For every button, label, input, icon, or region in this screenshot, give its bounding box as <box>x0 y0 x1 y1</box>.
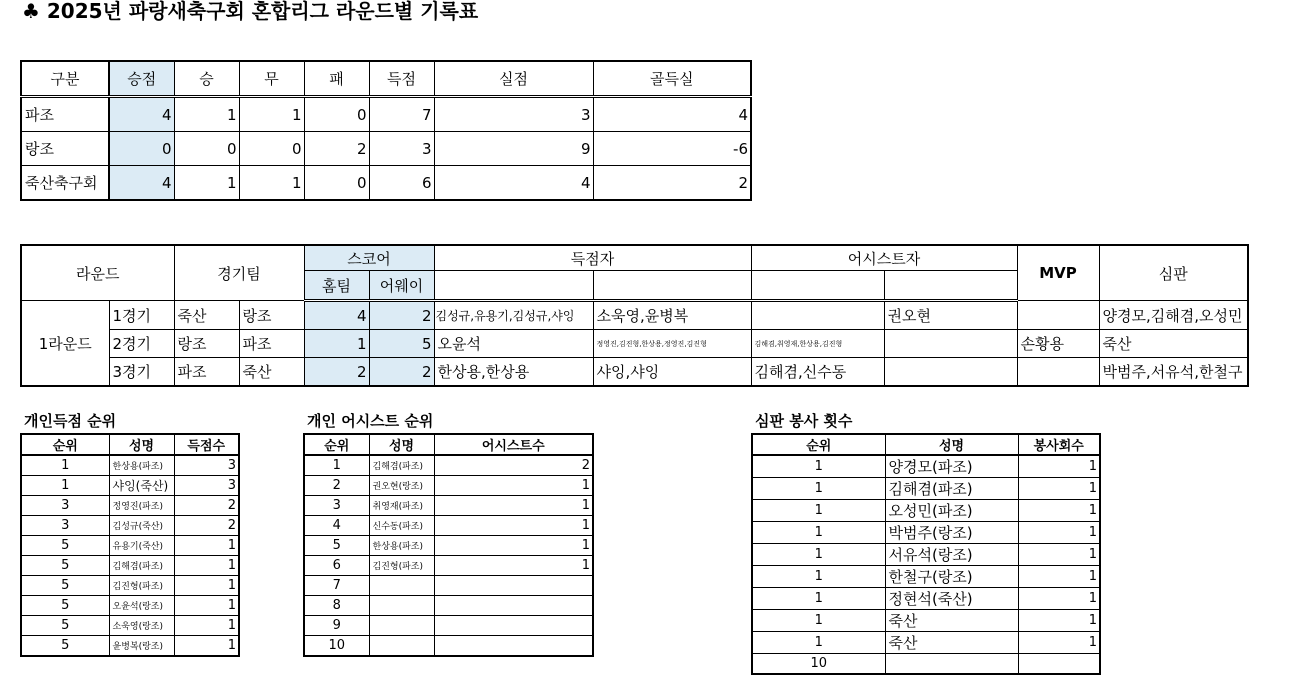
scorer-header: 득점자 <box>434 245 751 271</box>
rank-cell: 5 <box>21 616 109 636</box>
loss-cell: 0 <box>304 166 369 201</box>
summary-header: 승 <box>174 61 239 97</box>
count-cell: 1 <box>1018 610 1100 632</box>
team-name: 죽산축구회 <box>21 166 109 201</box>
summary-table <box>20 60 752 201</box>
name-cell: 정현석(죽산) <box>885 588 1018 610</box>
count-cell: 1 <box>174 536 239 556</box>
count-cell: 3 <box>174 455 239 476</box>
goals-against-cell: 4 <box>434 166 593 201</box>
ranking-header-row <box>304 434 593 455</box>
points-cell: 4 <box>109 166 174 201</box>
game-label: 2경기 <box>109 330 174 358</box>
points-cell: 4 <box>109 97 174 132</box>
table-row <box>21 516 239 536</box>
game-label: 3경기 <box>109 358 174 387</box>
assists-count-header: 어시스트수 <box>434 434 593 455</box>
referee-cell: 죽산 <box>1099 330 1248 358</box>
name-cell: 권오현(랑조) <box>369 476 434 496</box>
summary-header: 득점 <box>369 61 434 97</box>
rounds-table <box>20 244 1249 387</box>
count-cell: 1 <box>1018 566 1100 588</box>
table-row <box>752 588 1100 610</box>
scorers-cell: 김성규,유용기,김성규,샤잉 <box>434 301 593 330</box>
name-cell: 죽산 <box>885 632 1018 654</box>
rank-cell: 4 <box>304 516 369 536</box>
summary-header: 실점 <box>434 61 593 97</box>
referee-header: 심판 <box>1099 245 1248 301</box>
rank-cell: 1 <box>752 610 885 632</box>
name-header: 성명 <box>369 434 434 455</box>
goals-against-cell: 9 <box>434 132 593 166</box>
scorer-sub-header <box>434 271 593 301</box>
rank-header: 순위 <box>752 434 885 455</box>
away-team: 파조 <box>239 330 304 358</box>
rank-cell: 5 <box>304 536 369 556</box>
rank-cell: 5 <box>21 556 109 576</box>
service-count-header: 봉사회수 <box>1018 434 1100 455</box>
count-cell: 1 <box>1018 478 1100 500</box>
count-cell: 1 <box>174 636 239 657</box>
table-row <box>21 636 239 657</box>
teams-header: 경기팀 <box>174 245 304 301</box>
rank-header: 순위 <box>21 434 109 455</box>
rank-cell: 1 <box>752 455 885 478</box>
count-cell: 2 <box>174 496 239 516</box>
name-cell: 김해겸(파조) <box>369 455 434 476</box>
table-row <box>304 536 593 556</box>
rank-cell: 10 <box>304 636 369 657</box>
page-title: ♣ 2025년 파랑새축구회 혼합리그 라운드별 기록표 <box>22 0 479 23</box>
name-cell: 오성민(파조) <box>885 500 1018 522</box>
count-cell: 1 <box>434 476 593 496</box>
summary-header-row <box>21 61 751 97</box>
goal-diff-cell: 2 <box>593 166 751 201</box>
goals-header: 득점수 <box>174 434 239 455</box>
count-cell: 1 <box>1018 500 1100 522</box>
table-row <box>21 596 239 616</box>
count-cell: 1 <box>434 536 593 556</box>
rank-cell: 2 <box>304 476 369 496</box>
game-row <box>21 358 1248 387</box>
rounds-header-row <box>21 245 1248 271</box>
round-label: 1라운드 <box>21 301 109 387</box>
name-cell: 유용기(죽산) <box>109 536 174 556</box>
table-row <box>21 616 239 636</box>
table-row <box>752 500 1100 522</box>
table-row <box>21 576 239 596</box>
count-cell: 1 <box>174 556 239 576</box>
away-team: 랑조 <box>239 301 304 330</box>
scorers-cell: 소욱영,윤병복 <box>593 301 751 330</box>
rank-cell: 1 <box>21 476 109 496</box>
count-cell <box>434 636 593 657</box>
count-cell: 1 <box>174 616 239 636</box>
goal-diff-cell: 4 <box>593 97 751 132</box>
away-team: 죽산 <box>239 358 304 387</box>
rank-cell: 7 <box>304 576 369 596</box>
referees-table <box>751 433 1101 675</box>
assist-sub-header <box>884 271 1017 301</box>
referee-cell: 양경모,김해겸,오성민 <box>1099 301 1248 330</box>
table-row <box>304 556 593 576</box>
home-score: 1 <box>304 330 369 358</box>
game-label: 1경기 <box>109 301 174 330</box>
count-cell <box>1018 654 1100 675</box>
name-cell: 오윤석(랑조) <box>109 596 174 616</box>
count-cell: 1 <box>1018 522 1100 544</box>
table-row <box>304 516 593 536</box>
summary-row <box>21 132 751 166</box>
scorers-cell: 한상용,한상용 <box>434 358 593 387</box>
name-cell <box>885 654 1018 675</box>
away-header: 어웨이 <box>369 271 434 301</box>
name-cell: 한상용(파조) <box>109 455 174 476</box>
rank-cell: 1 <box>752 632 885 654</box>
table-row <box>304 476 593 496</box>
rank-cell: 5 <box>21 576 109 596</box>
name-header: 성명 <box>109 434 174 455</box>
name-cell: 양경모(파조) <box>885 455 1018 478</box>
name-cell: 김해겸(파조) <box>885 478 1018 500</box>
game-row <box>21 330 1248 358</box>
draw-cell: 1 <box>239 166 304 201</box>
home-header: 홈팀 <box>304 271 369 301</box>
name-cell: 샤잉(죽산) <box>109 476 174 496</box>
rank-cell: 10 <box>752 654 885 675</box>
away-score: 2 <box>369 301 434 330</box>
scorers-section-title: 개인득점 순위 <box>24 412 117 430</box>
rank-cell: 1 <box>752 544 885 566</box>
rank-cell: 1 <box>752 500 885 522</box>
round-header: 라운드 <box>21 245 174 301</box>
scorers-cell: 오윤석 <box>434 330 593 358</box>
rank-cell: 5 <box>21 596 109 616</box>
name-cell: 죽산 <box>885 610 1018 632</box>
rank-header: 순위 <box>304 434 369 455</box>
rank-cell: 3 <box>21 496 109 516</box>
team-name: 랑조 <box>21 132 109 166</box>
rank-cell: 1 <box>752 478 885 500</box>
table-row <box>752 522 1100 544</box>
team-name: 파조 <box>21 97 109 132</box>
name-cell: 한철구(랑조) <box>885 566 1018 588</box>
rank-cell: 1 <box>304 455 369 476</box>
scorer-sub-header <box>593 271 751 301</box>
count-cell: 1 <box>1018 632 1100 654</box>
table-row <box>304 576 593 596</box>
summary-header: 무 <box>239 61 304 97</box>
rank-cell: 3 <box>304 496 369 516</box>
win-cell: 0 <box>174 132 239 166</box>
table-row <box>21 455 239 476</box>
rank-cell: 1 <box>752 522 885 544</box>
table-row <box>752 566 1100 588</box>
table-row <box>752 654 1100 675</box>
assists-cell: 권오현 <box>884 301 1017 330</box>
home-team: 죽산 <box>174 301 239 330</box>
table-row <box>21 536 239 556</box>
assists-ranking-table <box>303 433 594 657</box>
summary-row <box>21 97 751 132</box>
rank-cell: 9 <box>304 616 369 636</box>
home-score: 4 <box>304 301 369 330</box>
table-row <box>752 455 1100 478</box>
table-row <box>304 596 593 616</box>
assists-cell: 김해겸,신수동 <box>751 358 884 387</box>
rank-cell: 6 <box>304 556 369 576</box>
scorers-cell: 샤잉,샤잉 <box>593 358 751 387</box>
table-row <box>752 632 1100 654</box>
table-row <box>752 478 1100 500</box>
game-row <box>21 301 1248 330</box>
table-row <box>304 636 593 657</box>
name-cell: 김진형(파조) <box>109 576 174 596</box>
name-cell: 윤병복(랑조) <box>109 636 174 657</box>
away-score: 2 <box>369 358 434 387</box>
rank-cell: 5 <box>21 636 109 657</box>
rank-cell: 1 <box>21 455 109 476</box>
count-cell: 1 <box>174 576 239 596</box>
name-cell <box>369 596 434 616</box>
name-cell: 김성규(죽산) <box>109 516 174 536</box>
count-cell: 3 <box>174 476 239 496</box>
name-cell <box>369 616 434 636</box>
name-cell <box>369 576 434 596</box>
count-cell: 2 <box>174 516 239 536</box>
count-cell: 1 <box>174 596 239 616</box>
count-cell <box>434 576 593 596</box>
name-cell: 한상용(파조) <box>369 536 434 556</box>
rank-cell: 3 <box>21 516 109 536</box>
mvp-header: MVP <box>1017 245 1099 301</box>
name-cell <box>369 636 434 657</box>
summary-row <box>21 166 751 201</box>
summary-header: 패 <box>304 61 369 97</box>
count-cell: 1 <box>434 496 593 516</box>
assists-section-title: 개인 어시스트 순위 <box>307 412 434 430</box>
table-row <box>21 496 239 516</box>
table-row <box>304 616 593 636</box>
score-header: 스코어 <box>304 245 434 271</box>
name-cell: 박범주(랑조) <box>885 522 1018 544</box>
count-cell: 2 <box>434 455 593 476</box>
scorers-ranking-table <box>20 433 240 657</box>
name-cell: 정영진(파조) <box>109 496 174 516</box>
goal-diff-cell: -6 <box>593 132 751 166</box>
goals-for-cell: 6 <box>369 166 434 201</box>
summary-header: 승점 <box>109 61 174 97</box>
assists-cell <box>884 358 1017 387</box>
name-cell: 소욱영(랑조) <box>109 616 174 636</box>
count-cell: 1 <box>1018 455 1100 478</box>
win-cell: 1 <box>174 97 239 132</box>
referee-cell: 박범주,서유석,한철구 <box>1099 358 1248 387</box>
summary-header: 구분 <box>21 61 109 97</box>
count-cell: 1 <box>434 516 593 536</box>
assists-cell <box>751 301 884 330</box>
summary-header: 골득실 <box>593 61 751 97</box>
table-row <box>304 496 593 516</box>
referees-section-title: 심판 봉사 횟수 <box>755 412 853 430</box>
name-cell: 김해겸(파조) <box>109 556 174 576</box>
table-row <box>304 455 593 476</box>
count-cell: 1 <box>1018 544 1100 566</box>
name-cell: 김진형(파조) <box>369 556 434 576</box>
name-cell: 신수동(파조) <box>369 516 434 536</box>
count-cell <box>434 596 593 616</box>
assist-header: 어시스트자 <box>751 245 1017 271</box>
assists-cell: 김해겸,취영재,한상용,김진형 <box>751 330 884 358</box>
draw-cell: 1 <box>239 97 304 132</box>
goals-against-cell: 3 <box>434 97 593 132</box>
count-cell: 1 <box>434 556 593 576</box>
home-team: 랑조 <box>174 330 239 358</box>
ranking-header-row <box>752 434 1100 455</box>
loss-cell: 2 <box>304 132 369 166</box>
table-row <box>21 476 239 496</box>
rank-cell: 1 <box>752 588 885 610</box>
name-cell: 서유석(랑조) <box>885 544 1018 566</box>
mvp-cell: 손황용 <box>1017 330 1099 358</box>
table-row <box>752 610 1100 632</box>
mvp-cell <box>1017 301 1099 330</box>
rank-cell: 1 <box>752 566 885 588</box>
assists-cell <box>884 330 1017 358</box>
name-cell: 취영재(파조) <box>369 496 434 516</box>
home-score: 2 <box>304 358 369 387</box>
name-header: 성명 <box>885 434 1018 455</box>
rank-cell: 8 <box>304 596 369 616</box>
scorers-cell: 정영진,김진형,한상용,정영진,김진형 <box>593 330 751 358</box>
ranking-header-row <box>21 434 239 455</box>
mvp-cell <box>1017 358 1099 387</box>
points-cell: 0 <box>109 132 174 166</box>
home-team: 파조 <box>174 358 239 387</box>
loss-cell: 0 <box>304 97 369 132</box>
count-cell <box>434 616 593 636</box>
goals-for-cell: 7 <box>369 97 434 132</box>
assist-sub-header <box>751 271 884 301</box>
win-cell: 1 <box>174 166 239 201</box>
goals-for-cell: 3 <box>369 132 434 166</box>
draw-cell: 0 <box>239 132 304 166</box>
count-cell: 1 <box>1018 588 1100 610</box>
table-row <box>21 556 239 576</box>
away-score: 5 <box>369 330 434 358</box>
table-row <box>752 544 1100 566</box>
rank-cell: 5 <box>21 536 109 556</box>
